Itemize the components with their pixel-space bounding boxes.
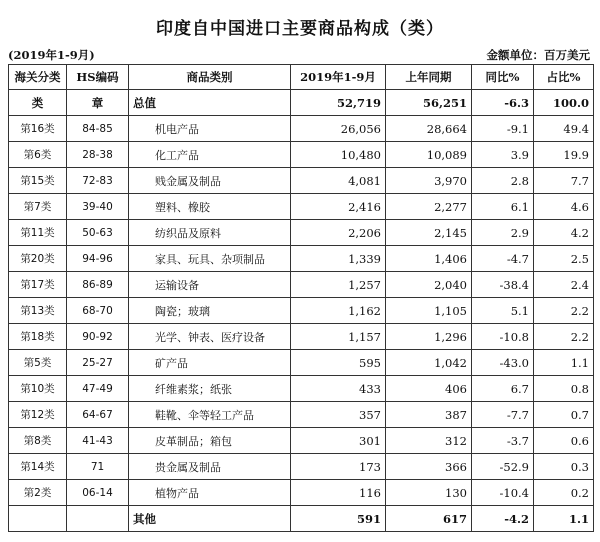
yoy-cell: 3.9 — [472, 142, 534, 168]
category-cell: 化工产品 — [129, 142, 291, 168]
total-current: 52,719 — [291, 90, 386, 116]
prior-value-cell: 406 — [386, 376, 472, 402]
table-row — [9, 428, 594, 454]
total-class: 类 — [9, 90, 67, 116]
prior-value-cell: 130 — [386, 480, 472, 506]
yoy-cell: -52.9 — [472, 454, 534, 480]
category-cell: 家具、玩具、杂项制品 — [129, 246, 291, 272]
prior-value-cell: 2,145 — [386, 220, 472, 246]
class-cell: 第12类 — [9, 402, 67, 428]
other-current: 591 — [291, 506, 386, 532]
current-value-cell: 10,480 — [291, 142, 386, 168]
class-cell: 第15类 — [9, 168, 67, 194]
hs-code-cell: 28-38 — [67, 142, 129, 168]
class-cell: 第6类 — [9, 142, 67, 168]
hs-code-cell: 25-27 — [67, 350, 129, 376]
table-row — [9, 480, 594, 506]
table-row — [9, 402, 594, 428]
current-value-cell: 26,056 — [291, 116, 386, 142]
table-row — [9, 194, 594, 220]
category-cell: 皮革制品；箱包 — [129, 428, 291, 454]
prior-value-cell: 387 — [386, 402, 472, 428]
total-hs: 章 — [67, 90, 129, 116]
other-class — [9, 506, 67, 532]
current-value-cell: 2,416 — [291, 194, 386, 220]
class-cell: 第10类 — [9, 376, 67, 402]
category-cell: 矿产品 — [129, 350, 291, 376]
prior-value-cell: 10,089 — [386, 142, 472, 168]
share-cell: 49.4 — [534, 116, 594, 142]
hs-code-cell: 64-67 — [67, 402, 129, 428]
prior-value-cell: 366 — [386, 454, 472, 480]
other-prior: 617 — [386, 506, 472, 532]
hs-code-cell: 68-70 — [67, 298, 129, 324]
category-cell: 光学、钟表、医疗设备 — [129, 324, 291, 350]
class-cell: 第18类 — [9, 324, 67, 350]
current-value-cell: 173 — [291, 454, 386, 480]
current-value-cell: 433 — [291, 376, 386, 402]
table-row — [9, 272, 594, 298]
share-cell: 2.4 — [534, 272, 594, 298]
share-cell: 0.3 — [534, 454, 594, 480]
class-cell: 第20类 — [9, 246, 67, 272]
yoy-cell: 2.8 — [472, 168, 534, 194]
table-row — [9, 454, 594, 480]
yoy-cell: -10.8 — [472, 324, 534, 350]
share-cell: 0.8 — [534, 376, 594, 402]
col-header-yoy: 同比% — [472, 65, 534, 90]
share-cell: 1.1 — [534, 350, 594, 376]
yoy-cell: 6.7 — [472, 376, 534, 402]
class-cell: 第14类 — [9, 454, 67, 480]
share-cell: 7.7 — [534, 168, 594, 194]
hs-code-cell: 39-40 — [67, 194, 129, 220]
category-cell: 植物产品 — [129, 480, 291, 506]
table-row — [9, 376, 594, 402]
prior-value-cell: 1,042 — [386, 350, 472, 376]
hs-code-cell: 94-96 — [67, 246, 129, 272]
total-yoy: -6.3 — [472, 90, 534, 116]
class-cell: 第5类 — [9, 350, 67, 376]
hs-code-cell: 71 — [67, 454, 129, 480]
category-cell: 贵金属及制品 — [129, 454, 291, 480]
other-row — [9, 506, 594, 532]
yoy-cell: -7.7 — [472, 402, 534, 428]
prior-value-cell: 2,040 — [386, 272, 472, 298]
category-cell: 鞋靴、伞等轻工产品 — [129, 402, 291, 428]
table-row — [9, 246, 594, 272]
yoy-cell: -9.1 — [472, 116, 534, 142]
table-row — [9, 324, 594, 350]
prior-value-cell: 312 — [386, 428, 472, 454]
hs-code-cell: 86-89 — [67, 272, 129, 298]
share-cell: 4.6 — [534, 194, 594, 220]
yoy-cell: 5.1 — [472, 298, 534, 324]
class-cell: 第8类 — [9, 428, 67, 454]
other-share: 1.1 — [534, 506, 594, 532]
col-header-current-period: 2019年1-9月 — [291, 65, 386, 90]
prior-value-cell: 1,105 — [386, 298, 472, 324]
hs-code-cell: 90-92 — [67, 324, 129, 350]
share-cell: 0.6 — [534, 428, 594, 454]
yoy-cell: -10.4 — [472, 480, 534, 506]
col-header-category: 商品类别 — [129, 65, 291, 90]
table-row — [9, 350, 594, 376]
current-value-cell: 2,206 — [291, 220, 386, 246]
class-cell: 第16类 — [9, 116, 67, 142]
class-cell: 第13类 — [9, 298, 67, 324]
current-value-cell: 301 — [291, 428, 386, 454]
col-header-customs-class: 海关分类 — [9, 65, 67, 90]
share-cell: 2.2 — [534, 298, 594, 324]
category-cell: 纤维素浆；纸张 — [129, 376, 291, 402]
other-name: 其他 — [129, 506, 291, 532]
yoy-cell: -3.7 — [472, 428, 534, 454]
total-row — [9, 90, 594, 116]
yoy-cell: -38.4 — [472, 272, 534, 298]
current-value-cell: 357 — [291, 402, 386, 428]
table-row — [9, 116, 594, 142]
yoy-cell: -4.7 — [472, 246, 534, 272]
class-cell: 第17类 — [9, 272, 67, 298]
table-row — [9, 298, 594, 324]
hs-code-cell: 41-43 — [67, 428, 129, 454]
share-cell: 0.2 — [534, 480, 594, 506]
hs-code-cell: 47-49 — [67, 376, 129, 402]
import-composition-table — [8, 64, 594, 532]
current-value-cell: 1,257 — [291, 272, 386, 298]
table-row — [9, 168, 594, 194]
col-header-hs-code: HS编码 — [67, 65, 129, 90]
other-yoy: -4.2 — [472, 506, 534, 532]
category-cell: 塑料、橡胶 — [129, 194, 291, 220]
total-name: 总值 — [129, 90, 291, 116]
col-header-prior-period: 上年同期 — [386, 65, 472, 90]
total-share: 100.0 — [534, 90, 594, 116]
prior-value-cell: 1,406 — [386, 246, 472, 272]
period-label: (2019年1-9月) — [8, 48, 95, 62]
prior-value-cell: 1,296 — [386, 324, 472, 350]
yoy-cell: -43.0 — [472, 350, 534, 376]
table-row — [9, 142, 594, 168]
share-cell: 2.5 — [534, 246, 594, 272]
yoy-cell: 2.9 — [472, 220, 534, 246]
prior-value-cell: 3,970 — [386, 168, 472, 194]
share-cell: 19.9 — [534, 142, 594, 168]
prior-value-cell: 2,277 — [386, 194, 472, 220]
hs-code-cell: 72-83 — [67, 168, 129, 194]
share-cell: 0.7 — [534, 402, 594, 428]
total-prior: 56,251 — [386, 90, 472, 116]
category-cell: 运输设备 — [129, 272, 291, 298]
share-cell: 4.2 — [534, 220, 594, 246]
current-value-cell: 595 — [291, 350, 386, 376]
current-value-cell: 116 — [291, 480, 386, 506]
other-hs — [67, 506, 129, 532]
prior-value-cell: 28,664 — [386, 116, 472, 142]
category-cell: 纺织品及原料 — [129, 220, 291, 246]
header-row — [9, 65, 594, 90]
table-row — [9, 220, 594, 246]
col-header-share: 占比% — [534, 65, 594, 90]
current-value-cell: 1,339 — [291, 246, 386, 272]
hs-code-cell: 06-14 — [67, 480, 129, 506]
current-value-cell: 1,162 — [291, 298, 386, 324]
class-cell: 第2类 — [9, 480, 67, 506]
category-cell: 陶瓷；玻璃 — [129, 298, 291, 324]
page-title: 印度自中国进口主要商品构成（类） — [156, 19, 444, 39]
class-cell: 第7类 — [9, 194, 67, 220]
current-value-cell: 4,081 — [291, 168, 386, 194]
current-value-cell: 1,157 — [291, 324, 386, 350]
class-cell: 第11类 — [9, 220, 67, 246]
yoy-cell: 6.1 — [472, 194, 534, 220]
hs-code-cell: 84-85 — [67, 116, 129, 142]
category-cell: 贱金属及制品 — [129, 168, 291, 194]
category-cell: 机电产品 — [129, 116, 291, 142]
hs-code-cell: 50-63 — [67, 220, 129, 246]
unit-label: 金额单位：百万美元 — [486, 48, 590, 62]
share-cell: 2.2 — [534, 324, 594, 350]
